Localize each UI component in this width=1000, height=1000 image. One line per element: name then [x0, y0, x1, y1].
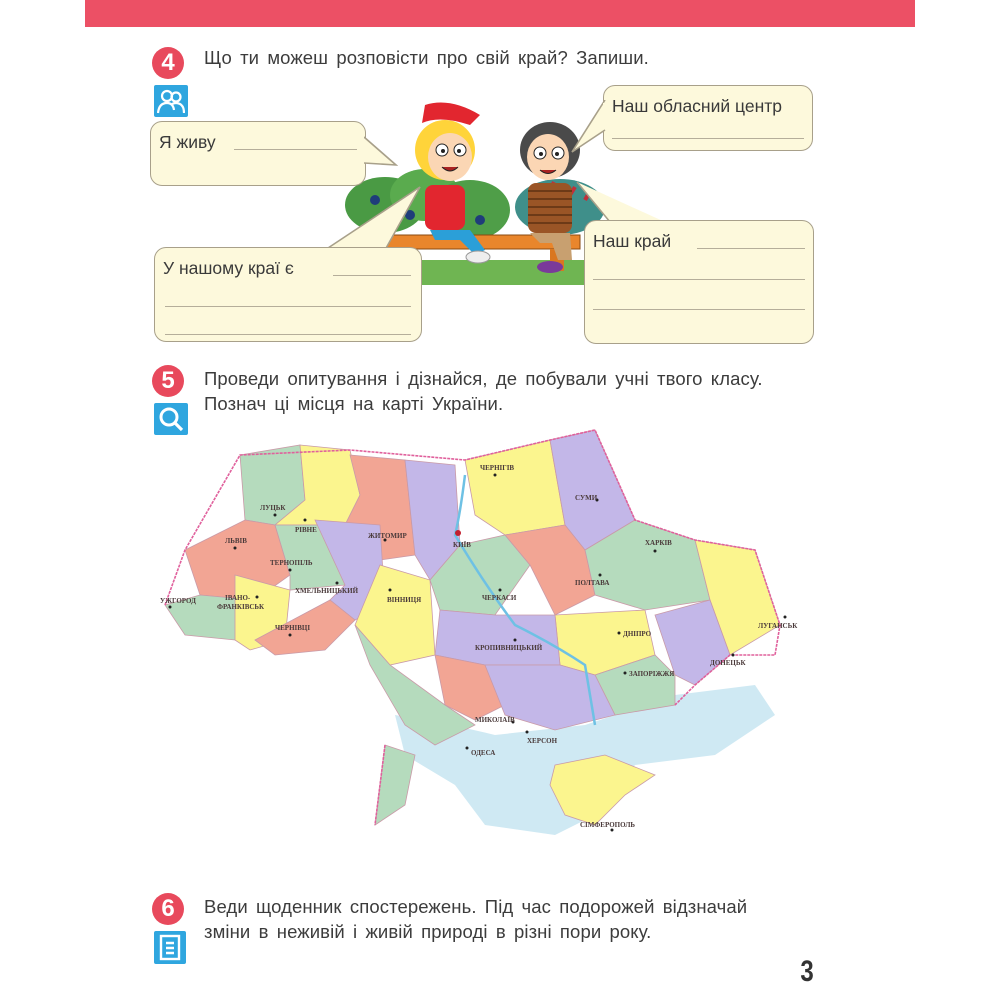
task-6-prompt-line-1: Веди щоденник спостережень. Під час подорожей відзначай: [204, 896, 748, 917]
city-label: ХМЕЛЬНИЦЬКИЙ: [295, 587, 359, 595]
city-label: ЛЬВІВ: [225, 537, 247, 545]
bubble-tail: [364, 135, 398, 175]
header-band: [85, 0, 915, 27]
city-label: КРОПИВНИЦЬКИЙ: [475, 644, 543, 652]
city-label: КИЇВ: [453, 541, 471, 549]
speech-bubble-our-region: [584, 220, 814, 344]
answer-line[interactable]: [593, 279, 805, 280]
task-6-prompt-line-2: зміни в неживій і живій природі в різні пори року.: [204, 921, 652, 942]
city-label: ВІННИЦЯ: [387, 596, 422, 604]
task-4-prompt: Що ти можеш розповісти про свій край? Запиши.: [204, 47, 649, 68]
bubble-tail: [575, 180, 670, 225]
city-label: ІВАНО-: [225, 594, 251, 602]
city-label: ДОНЕЦЬК: [710, 659, 746, 667]
city-label: МИКОЛАЇВ: [475, 716, 515, 724]
city-label: ЧЕРНІВЦІ: [275, 624, 311, 632]
city-label: ДНІПРО: [623, 630, 652, 638]
pair-work-icon: [154, 85, 188, 117]
answer-line[interactable]: [697, 248, 805, 249]
bubble-label: Я живу: [159, 132, 216, 152]
city-label: ЧЕРКАСИ: [482, 594, 517, 602]
notebook-icon: [154, 931, 186, 964]
answer-line[interactable]: [234, 149, 357, 150]
city-label: ФРАНКІВСЬК: [217, 603, 265, 611]
city-label: ЛУГАНСЬК: [758, 622, 798, 630]
city-label: ХЕРСОН: [527, 737, 558, 745]
city-label: ТЕРНОПІЛЬ: [270, 559, 313, 567]
speech-bubble-i-live: [150, 121, 366, 186]
city-label: СУМИ: [575, 494, 598, 502]
task-number-badge: 4: [152, 47, 184, 79]
city-label: ХАРКІВ: [645, 539, 672, 547]
page-number: 3: [800, 955, 814, 988]
task-5-prompt-line-2: Познач ці місця на карті України.: [204, 393, 504, 414]
ukraine-map[interactable]: [155, 425, 810, 855]
city-label: ЧЕРНІГІВ: [480, 464, 515, 472]
answer-line[interactable]: [333, 275, 411, 276]
bubble-label: Наш край: [593, 231, 672, 251]
bubble-tail: [570, 100, 606, 156]
city-label: ЖИТОМИР: [368, 532, 407, 540]
task-number-badge: 6: [152, 893, 184, 925]
speech-bubble-regional-center: [603, 85, 813, 151]
city-label: ЛУЦЬК: [260, 504, 286, 512]
city-label: ЗАПОРІЖЖЯ: [629, 670, 675, 678]
task-number-badge: 5: [152, 365, 184, 397]
speech-bubble-our-region-has: [154, 247, 422, 342]
city-label: ПОЛТАВА: [575, 579, 610, 587]
task-5-prompt-line-1: Проведи опитування і дізнайся, де побували учні твого класу.: [204, 368, 763, 389]
bubble-tail: [285, 185, 435, 252]
bubble-label: У нашому краї є: [163, 258, 294, 278]
answer-line[interactable]: [165, 334, 411, 335]
answer-line[interactable]: [165, 306, 411, 307]
city-label: ОДЕСА: [471, 749, 496, 757]
bubble-label: Наш обласний центр: [612, 96, 782, 116]
city-label: СІМФЕРОПОЛЬ: [580, 821, 636, 829]
city-label: УЖГОРОД: [160, 597, 196, 605]
city-label: РІВНЕ: [295, 526, 317, 534]
answer-line[interactable]: [593, 309, 805, 310]
answer-line[interactable]: [612, 138, 804, 139]
